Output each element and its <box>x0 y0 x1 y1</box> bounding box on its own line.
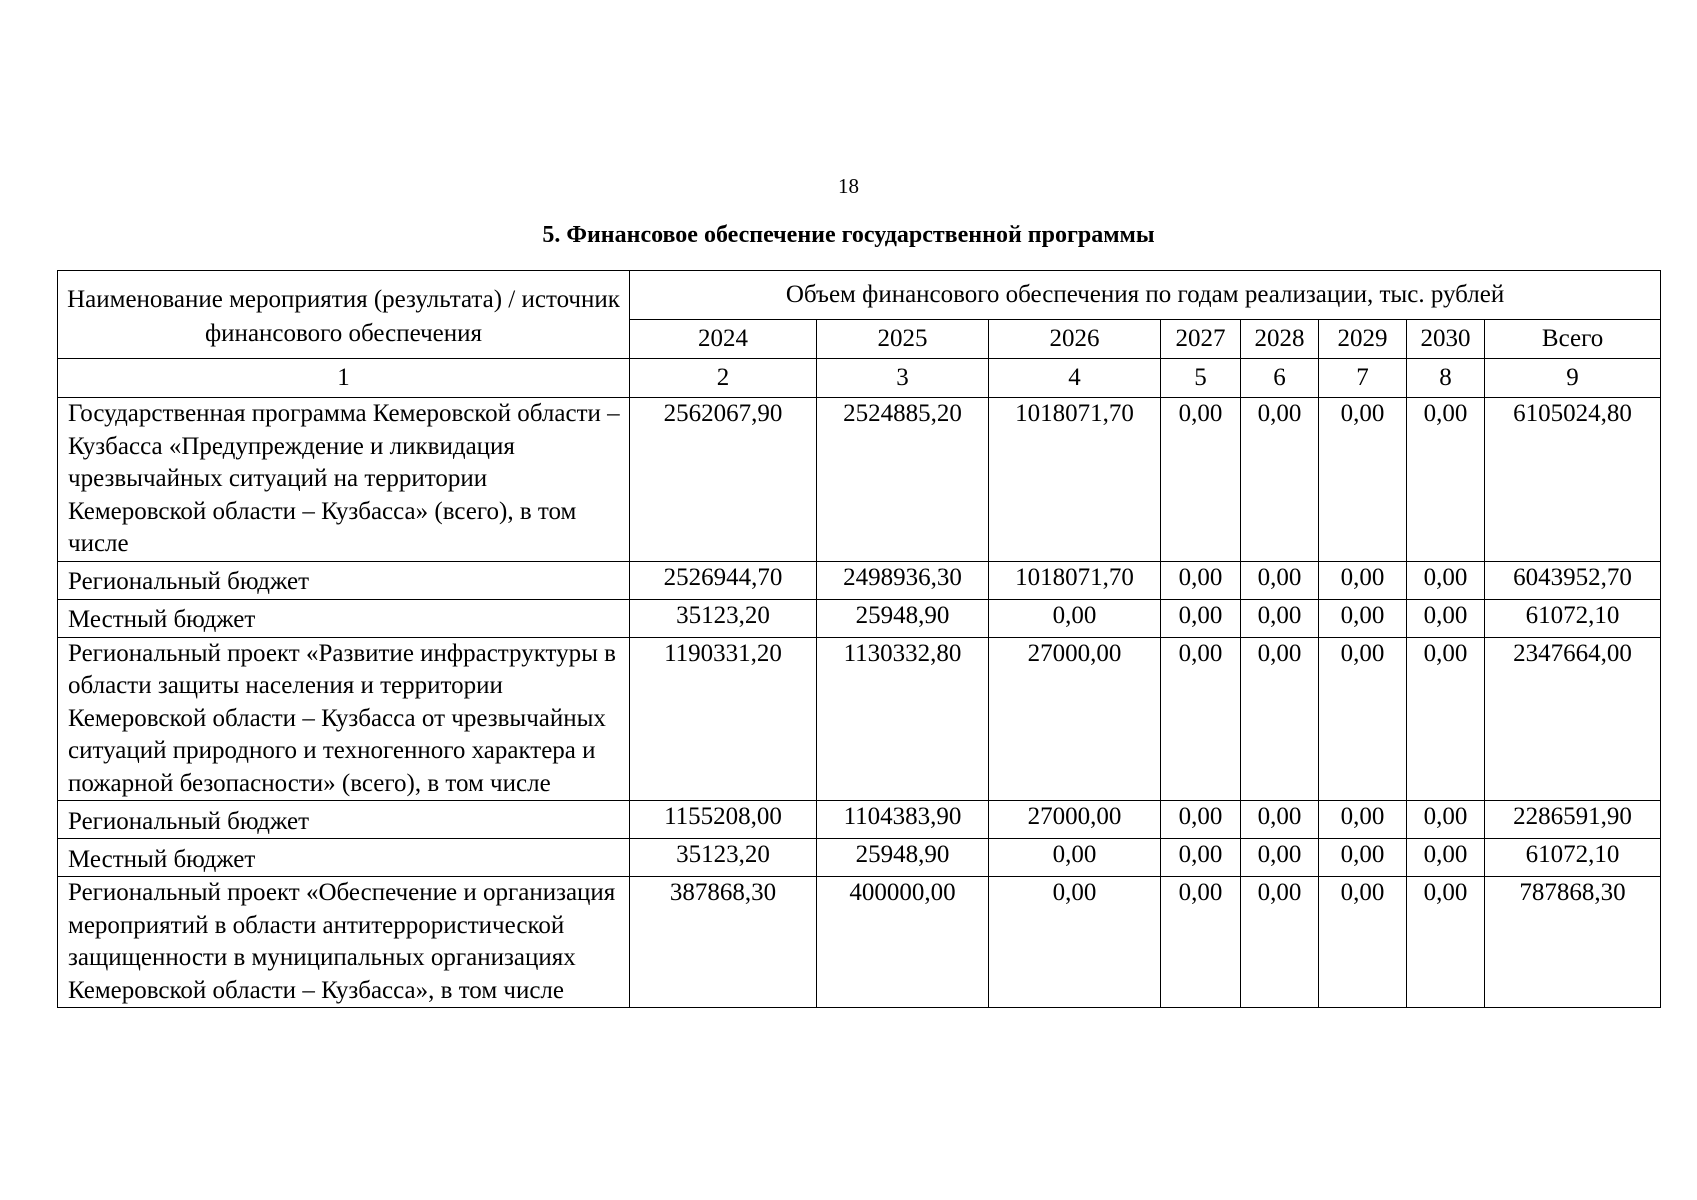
row-name: Местный бюджет <box>58 599 630 637</box>
table-row <box>58 398 1661 562</box>
value-cell: 27000,00 <box>989 801 1161 839</box>
table-row <box>58 561 1661 599</box>
header-year: 2026 <box>989 320 1161 359</box>
value-cell: 0,00 <box>1161 398 1241 562</box>
value-cell: 2286591,90 <box>1485 801 1661 839</box>
value-cell: 1018071,70 <box>989 398 1161 562</box>
row-name: Государственная программа Кемеровской области – Кузбасса «Предупреждение и ликвидация чрезвычайных ситуаций на территории Кемеровской области – Кузбасса» (всего), в том числе <box>58 398 630 562</box>
column-number: 9 <box>1485 359 1661 398</box>
value-cell: 0,00 <box>1161 839 1241 877</box>
value-cell: 61072,10 <box>1485 599 1661 637</box>
value-cell: 35123,20 <box>630 599 817 637</box>
value-cell: 0,00 <box>1319 398 1407 562</box>
table-row <box>58 599 1661 637</box>
value-cell: 6105024,80 <box>1485 398 1661 562</box>
header-year: 2025 <box>817 320 989 359</box>
table-row <box>58 637 1661 801</box>
value-cell: 2524885,20 <box>817 398 989 562</box>
row-name: Местный бюджет <box>58 839 630 877</box>
value-cell: 0,00 <box>1241 801 1319 839</box>
header-year: 2028 <box>1241 320 1319 359</box>
row-name: Региональный бюджет <box>58 561 630 599</box>
value-cell: 0,00 <box>1161 561 1241 599</box>
value-cell: 2562067,90 <box>630 398 817 562</box>
value-cell: 0,00 <box>1241 561 1319 599</box>
value-cell: 0,00 <box>1161 637 1241 801</box>
column-number: 8 <box>1407 359 1485 398</box>
value-cell: 0,00 <box>1319 561 1407 599</box>
header-year: 2030 <box>1407 320 1485 359</box>
value-cell: 2498936,30 <box>817 561 989 599</box>
value-cell: 0,00 <box>1319 599 1407 637</box>
value-cell: 0,00 <box>1241 877 1319 1008</box>
value-cell: 0,00 <box>1407 599 1485 637</box>
column-number: 4 <box>989 359 1161 398</box>
value-cell: 0,00 <box>1407 637 1485 801</box>
value-cell: 1104383,90 <box>817 801 989 839</box>
header-name: Наименование мероприятия (результата) / источник финансового обеспечения <box>58 271 630 359</box>
column-number: 3 <box>817 359 989 398</box>
value-cell: 400000,00 <box>817 877 989 1008</box>
value-cell: 387868,30 <box>630 877 817 1008</box>
value-cell: 0,00 <box>989 839 1161 877</box>
value-cell: 0,00 <box>1241 599 1319 637</box>
value-cell: 0,00 <box>1407 877 1485 1008</box>
header-volume: Объем финансового обеспечения по годам реализации, тыс. рублей <box>630 271 1661 320</box>
value-cell: 0,00 <box>1407 839 1485 877</box>
header-total: Всего <box>1485 320 1661 359</box>
value-cell: 6043952,70 <box>1485 561 1661 599</box>
row-name: Региональный проект «Обеспечение и организация мероприятий в области антитеррористической защищенности в муниципальных организациях Кемеровской области – Кузбасса», в том числе <box>58 877 630 1008</box>
value-cell: 0,00 <box>1161 877 1241 1008</box>
column-number: 1 <box>58 359 630 398</box>
value-cell: 1018071,70 <box>989 561 1161 599</box>
column-number: 7 <box>1319 359 1407 398</box>
value-cell: 0,00 <box>1161 801 1241 839</box>
value-cell: 0,00 <box>1407 398 1485 562</box>
value-cell: 2347664,00 <box>1485 637 1661 801</box>
header-year: 2029 <box>1319 320 1407 359</box>
value-cell: 0,00 <box>1319 801 1407 839</box>
header-year: 2027 <box>1161 320 1241 359</box>
value-cell: 1130332,80 <box>817 637 989 801</box>
table-row <box>58 877 1661 1008</box>
column-number: 2 <box>630 359 817 398</box>
column-number: 6 <box>1241 359 1319 398</box>
table-row <box>58 801 1661 839</box>
row-name: Региональный бюджет <box>58 801 630 839</box>
value-cell: 0,00 <box>1319 877 1407 1008</box>
value-cell: 35123,20 <box>630 839 817 877</box>
page-number: 18 <box>838 174 859 198</box>
column-number: 5 <box>1161 359 1241 398</box>
value-cell: 0,00 <box>1241 637 1319 801</box>
value-cell: 0,00 <box>1161 599 1241 637</box>
header-year: 2024 <box>630 320 817 359</box>
value-cell: 2526944,70 <box>630 561 817 599</box>
value-cell: 0,00 <box>1241 839 1319 877</box>
financing-table <box>57 270 1661 1008</box>
table-row <box>58 839 1661 877</box>
value-cell: 0,00 <box>1319 839 1407 877</box>
row-name: Региональный проект «Развитие инфраструктуры в области защиты населения и территории Кемеровской области – Кузбасса от чрезвычайных ситуаций природного и техногенного характера и пожарной безопасности» (всего), в том числе <box>58 637 630 801</box>
value-cell: 0,00 <box>1241 398 1319 562</box>
value-cell: 1155208,00 <box>630 801 817 839</box>
value-cell: 0,00 <box>1319 637 1407 801</box>
value-cell: 61072,10 <box>1485 839 1661 877</box>
value-cell: 0,00 <box>989 877 1161 1008</box>
value-cell: 1190331,20 <box>630 637 817 801</box>
value-cell: 0,00 <box>1407 561 1485 599</box>
value-cell: 0,00 <box>989 599 1161 637</box>
value-cell: 0,00 <box>1407 801 1485 839</box>
value-cell: 787868,30 <box>1485 877 1661 1008</box>
value-cell: 25948,90 <box>817 599 989 637</box>
value-cell: 27000,00 <box>989 637 1161 801</box>
section-title: 5. Финансовое обеспечение государственной программы <box>542 222 1155 248</box>
value-cell: 25948,90 <box>817 839 989 877</box>
